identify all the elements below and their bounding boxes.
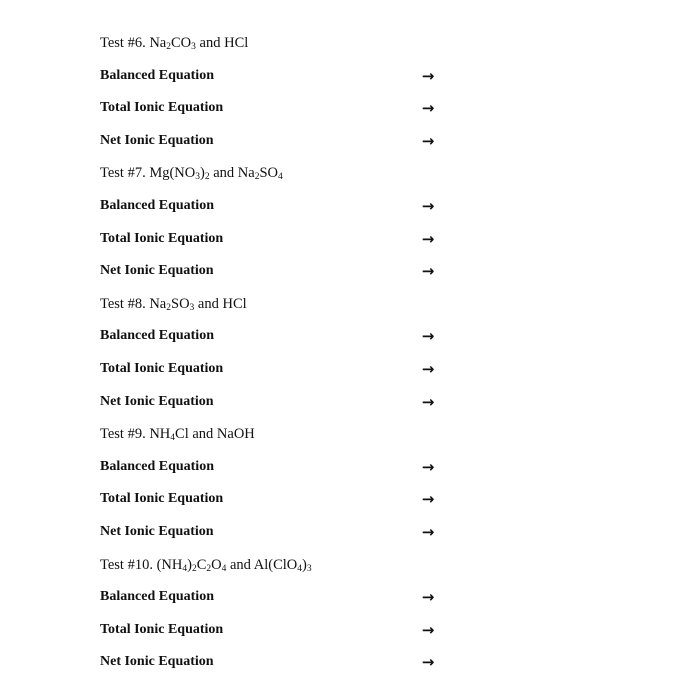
right-arrow-icon: →: [421, 360, 435, 378]
test-title: [100, 161, 460, 185]
test-number: Test #7.: [100, 165, 150, 182]
equation-label: Balanced Equation: [100, 67, 214, 83]
formula-subscript: 3: [195, 172, 200, 183]
formula-subscript: 2: [166, 42, 171, 52]
test-number: Test #10.: [100, 556, 157, 573]
formula-text: SO: [259, 165, 278, 182]
formula-text: ): [200, 165, 205, 182]
test-number: Test #8.: [100, 295, 150, 312]
equation-label: Net Ionic Equation: [100, 263, 214, 279]
reactants-formula: [149, 296, 246, 312]
formula-text: Na: [149, 35, 167, 51]
reactants-formula: [149, 165, 282, 181]
right-arrow-icon: →: [421, 620, 435, 639]
equation-label: Total Ionic Equation: [100, 491, 224, 507]
formula-text: (NH: [156, 556, 183, 573]
formula-text: and HCl: [194, 295, 247, 312]
equation-label: Net Ionic Equation: [100, 524, 214, 539]
formula-subscript: 2: [206, 563, 212, 574]
formula-text: and Al(ClO: [226, 556, 298, 573]
equation-label: Total Ionic Equation: [100, 230, 224, 246]
right-arrow-icon: →: [421, 588, 435, 607]
formula-text: Cl and NaOH: [175, 426, 255, 443]
reactants-formula: [157, 557, 312, 573]
formula-subscript: 3: [306, 563, 312, 574]
formula-subscript: 4: [182, 563, 188, 574]
formula-subscript: 4: [170, 433, 176, 444]
right-arrow-icon: →: [421, 99, 435, 118]
equation-label: Balanced Equation: [100, 589, 214, 605]
test-title: [100, 292, 460, 316]
formula-subscript: 3: [191, 42, 196, 52]
formula-text: O: [211, 556, 222, 573]
test-number: Test #9.: [100, 426, 150, 443]
formula-subscript: 2: [166, 302, 171, 313]
equation-label: Total Ionic Equation: [100, 361, 224, 376]
reactants-formula: [149, 35, 248, 51]
test-title: [100, 31, 460, 55]
formula-subscript: 2: [204, 172, 210, 183]
right-arrow-icon: →: [421, 131, 435, 150]
formula-subscript: 2: [254, 172, 260, 183]
test-number: Test #6.: [100, 35, 150, 51]
equation-label: Net Ionic Equation: [100, 132, 214, 148]
formula-text: ): [187, 556, 192, 573]
reactants-formula: [149, 426, 254, 442]
right-arrow-icon: →: [421, 197, 435, 215]
formula-subscript: 4: [297, 563, 302, 574]
formula-text: CO: [171, 35, 192, 51]
equation-label: Balanced Equation: [100, 458, 214, 474]
right-arrow-icon: →: [421, 392, 435, 411]
formula-subscript: 2: [191, 563, 197, 574]
right-arrow-icon: →: [421, 490, 435, 509]
equation-label: Total Ionic Equation: [100, 621, 224, 637]
formula-text: and Na: [209, 165, 255, 182]
formula-text: and HCl: [195, 35, 249, 51]
equation-label: Net Ionic Equation: [100, 654, 214, 670]
formula-subscript: 4: [277, 172, 283, 183]
equation-label: Balanced Equation: [100, 328, 214, 344]
equation-label: Balanced Equation: [100, 198, 214, 213]
formula-text: Na: [149, 295, 167, 312]
right-arrow-icon: →: [421, 262, 435, 281]
equation-label: Total Ionic Equation: [100, 100, 224, 116]
right-arrow-icon: →: [421, 457, 435, 476]
right-arrow-icon: →: [421, 229, 435, 248]
right-arrow-icon: →: [421, 327, 435, 346]
right-arrow-icon: →: [421, 66, 435, 85]
formula-subscript: 3: [189, 302, 195, 313]
formula-text: SO: [171, 295, 190, 312]
equation-label: Net Ionic Equation: [100, 393, 214, 409]
formula-subscript: 4: [221, 563, 227, 574]
test-title: [100, 553, 460, 577]
test-title: [100, 422, 460, 446]
formula-text: Mg(NO: [149, 165, 196, 182]
formula-text: NH: [149, 426, 171, 443]
right-arrow-icon: →: [421, 523, 435, 541]
formula-text: C: [196, 556, 207, 573]
right-arrow-icon: →: [421, 653, 435, 672]
formula-text: ): [302, 556, 307, 573]
